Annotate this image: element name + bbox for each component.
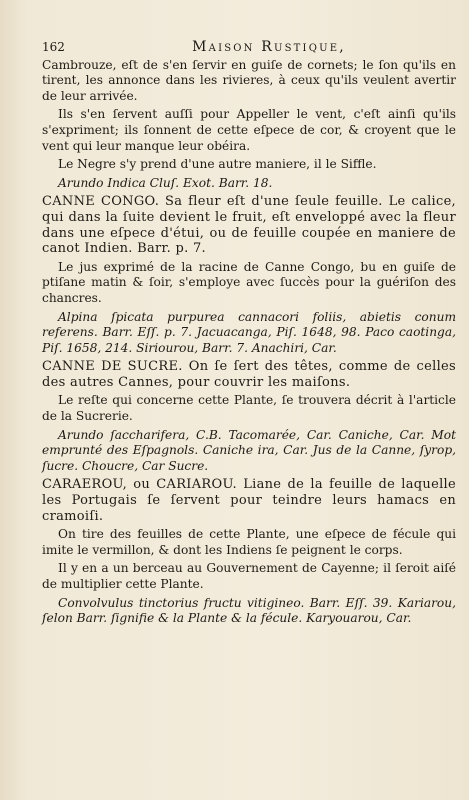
entry-canne-de-sucre: CANNE DE SUCRE. On ſe ſert des têtes, comme de celles des autres Cannes, pour couvrir les maiſons. [42,359,456,390]
paragraph-12: On tire des feuilles de cette Plante, une eſpece de fécule qui imite le vermillon, & dont les Indiens ſe peignent le corps. [42,527,456,557]
paragraph-14-latin: Convolvulus tinctorius fructu vitigineo. Barr. Eſſ. 39. Kariarou, ſelon Barr. ſignifie & la Plante & la fécule. Karyouarou, Car. [42,595,456,626]
paragraph-3: Le Negre s'y prend d'une autre maniere, il le Siffle. [58,157,377,172]
paragraph-2: Ils s'en ſervent auſſi pour Appeller le vent, c'eſt ainſi qu'ils s'expriment; ils ſonnent de cette eſpece de cor, & croyent que le vent qui leur manque leur obéira. [42,107,456,153]
paragraph-13: Il y en a un berceau au Gouvernement de Cayenne; il ſeroit aiſé de multiplier cette Plante. [42,561,456,591]
paragraph-6: Le jus exprimé de la racine de Canne Congo, bu en guiſe de ptiſane matin & ſoir, s'employe avec ſuccès pour la guériſon des chancres. [42,259,456,305]
paragraph-9: Le reſte qui concerne cette Plante, ſe trouvera décrit à l'article de la Sucrerie. [42,393,456,424]
entry-canne-congo: CANNE CONGO. Sa fleur eſt d'une ſeule feuille. Le calice, qui dans la ſuite devient le fruit, eſt enveloppé avec la fleur dans une eſpece d'étui, ou de feuille coupée en maniere de canot Indien. Barr. p. 7. [42,194,456,257]
page-header [42,40,456,56]
page-content [42,40,456,630]
entry-caraerou: CARAEROU, ou CARIAROU. Liane de la feuille de laquelle les Portugais ſe ſervent pour teindre leurs hamacs en cramoiſi. [42,477,456,524]
paragraph-4-latin: Arundo Indica Cluſ. Exot. Barr. 18. [58,175,273,190]
paragraph-10-latin: Arundo ſaccharifera, C.B. Tacomarée, Car. Caniche, Car. Mot emprunté des Eſpagnols. Caniche ira, Car. Jus de la Canne, ſyrop, ſucre. Choucre, Car Sucre. [42,427,456,473]
paragraph-1: Cambrouze, eſt de s'en ſervir en guiſe de cornets; le ſon qu'ils en tirent, les annonce dans les rivieres, à ceux qu'ils veulent avertir de leur arrivée. [42,57,456,103]
paragraph-7-latin: Alpina ſpicata purpurea cannacori foliis, abietis conum referens. Barr. Eſſ. p. 7. Jacuacanga, Piſ. 1648, 98. Paco caotinga, Piſ. 1658, 214. Siriourou, Barr. 7. Anachiri, Car. [42,309,456,355]
running-head: Maison Rustique, [192,39,346,55]
page-number: 162 [42,40,65,54]
